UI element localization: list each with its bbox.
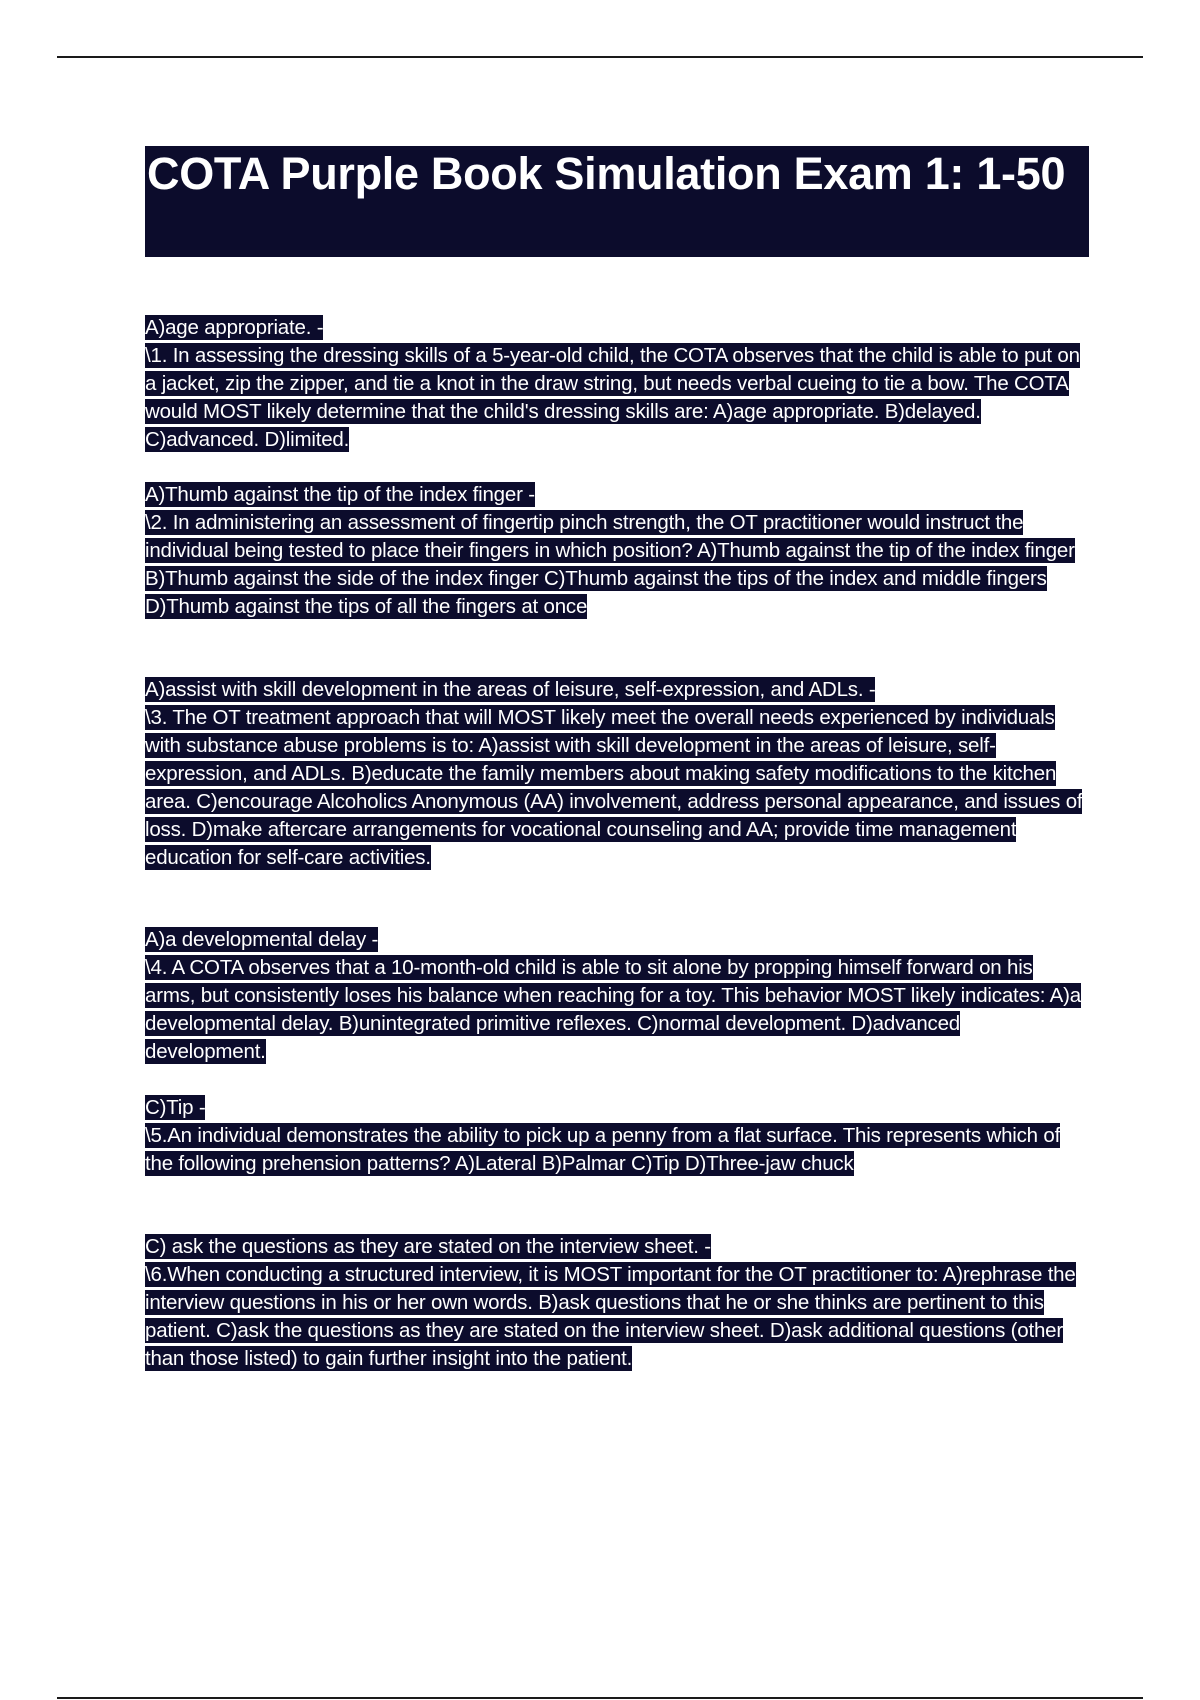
qa-item <box>145 926 1085 1066</box>
answer-text: C) ask the questions as they are stated on the interview sheet. - <box>145 1235 711 1258</box>
question-text: \2. In administering an assessment of fingertip pinch strength, the OT practitioner would instruct the individual being tested to place their fingers in which position? A)Thumb against the tip of the index finger B)Thumb against the side of the index finger C)Thumb against the tips of the index and middle fingers D)Thumb against the tips of all the fingers at once <box>145 511 1075 618</box>
answer-text: A)age appropriate. - <box>145 316 324 339</box>
qa-item <box>145 314 1085 454</box>
qa-item <box>145 1233 1085 1373</box>
question-text: \6.When conducting a structured interview, it is MOST important for the OT practitioner to: A)rephrase the interview questions in his or her own words. B)ask questions that he or she thinks are pertinent to this patient. C)ask the questions as they are stated on the interview sheet. D)ask additional questions (other than those listed) to gain further insight into the patient. <box>145 1263 1076 1370</box>
answer-text: A)assist with skill development in the areas of leisure, self-expression, and ADLs. - <box>145 678 876 701</box>
page-title: COTA Purple Book Simulation Exam 1: 1-50 <box>145 146 1089 257</box>
answer-text: A)a developmental delay - <box>145 928 379 951</box>
top-rule <box>57 56 1143 58</box>
qa-item <box>145 676 1085 872</box>
bottom-rule <box>57 1697 1143 1699</box>
question-text: \4. A COTA observes that a 10-month-old child is able to sit alone by propping himself forward on his arms, but consistently loses his balance when reaching for a toy. This behavior MOST likely indicates: A)a developmental delay. B)unintegrated primitive reflexes. C)normal development. D)advanced development. <box>145 956 1081 1063</box>
qa-item <box>145 1094 1085 1178</box>
qa-item <box>145 481 1085 621</box>
answer-text: C)Tip - <box>145 1096 206 1119</box>
question-text: \5.An individual demonstrates the ability to pick up a penny from a flat surface. This represents which of the following prehension patterns? A)Lateral B)Palmar C)Tip D)Three-jaw chuck <box>145 1124 1061 1175</box>
answer-text: A)Thumb against the tip of the index finger - <box>145 483 535 506</box>
question-text: \3. The OT treatment approach that will MOST likely meet the overall needs experienced by individuals with substance abuse problems is to: A)assist with skill development in the areas of leisure, self-expression, and ADLs. B)educate the family members about making safety modifications to the kitchen area. C)encourage Alcoholics Anonymous (AA) involvement, address personal appearance, and issues of loss. D)make aftercare arrangements for vocational counseling and AA; provide time management education for self-care activities. <box>145 706 1083 869</box>
question-text: \1. In assessing the dressing skills of a 5-year-old child, the COTA observes that the child is able to put on a jacket, zip the zipper, and tie a knot in the draw string, but needs verbal cueing to tie a bow. The COTA would MOST likely determine that the child's dressing skills are: A)age appropriate. B)delayed. C)advanced. D)limited. <box>145 344 1080 451</box>
